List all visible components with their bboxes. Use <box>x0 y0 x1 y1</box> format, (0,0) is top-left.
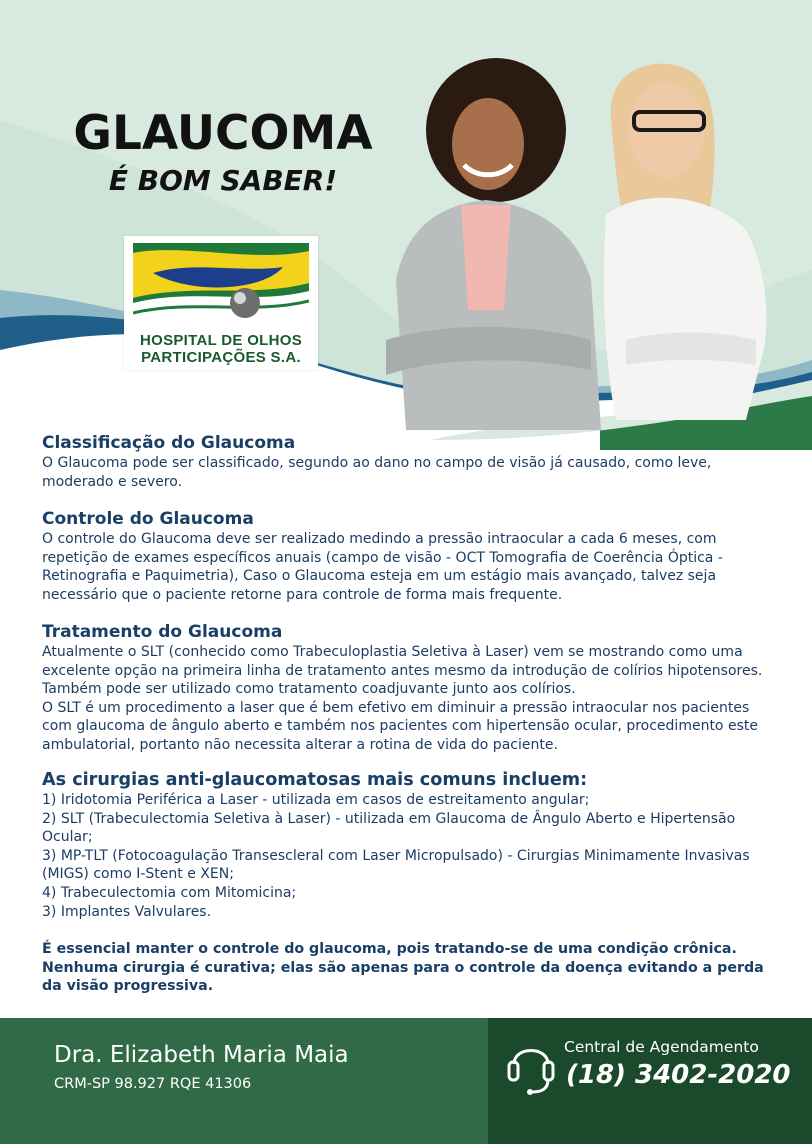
title-block <box>58 108 388 198</box>
logo-text-line1: HOSPITAL DE OLHOS <box>139 332 303 349</box>
scheduling-phone: (18) 3402-2020 <box>566 1060 791 1090</box>
hospital-logo <box>124 236 318 370</box>
section-text: Atualmente o SLT (conhecido como Trabeculoplastia Seletiva à Laser) vem se mostrando como uma excelente opção na primeira linha de tratamento antes mesmo da introdução de colírios hipotensores. Também pode ser utilizado como tratamento coadjuvante junto aos colírios. <box>42 644 763 698</box>
list-item: 3) MP-TLT (Fotocoagulação Transescleral com Laser Micropulsado) - Cirurgias Minimamente Invasivas (MIGS) como I-Stent e XEN; <box>42 847 750 883</box>
doctor-panel <box>0 1018 488 1144</box>
section-classificacao <box>42 432 782 491</box>
section-text: O SLT é um procedimento a laser que é bem efetivo em diminuir a pressão intraocular nos pacientes com glaucoma de ângulo aberto e também nos pacientes com hipertensão ocular, procedimento este ambulatorial, portanto não necessita alterar a rotina de vida do paciente. <box>42 699 758 753</box>
doctor-name: Dra. Elizabeth Maria Maia <box>54 1042 349 1068</box>
section-heading: Classificação do Glaucoma <box>42 433 296 453</box>
footer <box>0 1018 812 1144</box>
section-tratamento <box>42 621 782 755</box>
list-item: 1) Iridotomia Periférica a Laser - utilizada em casos de estreitamento angular; <box>42 792 590 808</box>
scheduling-panel <box>488 1018 812 1144</box>
two-women-illustration <box>376 40 776 440</box>
logo-text-line2: PARTICIPAÇÕES S.A. <box>141 349 301 366</box>
doctor-registration: CRM-SP 98.927 RQE 41306 <box>54 1076 252 1092</box>
section-text: O Glaucoma pode ser classificado, segundo ao dano no campo de visão já causado, como leve, moderado e severo. <box>42 455 712 490</box>
scheduling-label: Central de Agendamento <box>564 1038 759 1056</box>
closing-note: É essencial manter o controle do glaucoma, pois tratando-se de uma condição crônica. Nenhuma cirurgia é curativa; elas são apenas para o controle da doença evitando a perda da visão progressiva. <box>42 941 764 995</box>
list-item: 2) SLT (Trabeculectomia Seletiva à Laser) - utilizada em Glaucoma de Ângulo Aberto e Hipertensão Ocular; <box>42 810 736 846</box>
section-heading: Tratamento do Glaucoma <box>42 622 283 642</box>
list-item: 3) Implantes Valvulares. <box>42 903 212 920</box>
page-subtitle: É BOM SABER! <box>108 164 338 197</box>
headset-icon <box>506 1034 556 1096</box>
list-item: 4) Trabeculectomia com Mitomicina; <box>42 884 297 901</box>
logo-flag-icon <box>133 243 309 331</box>
section-cirurgias <box>42 769 782 921</box>
page-title: GLAUCOMA <box>73 106 373 161</box>
section-text: O controle do Glaucoma deve ser realizado medindo a pressão intraocular a cada 6 meses, com repetição de exames específicos anuais (campo de visão - OCT Tomografia de Coerência Óptica - Retinografia e Paquimetria), Caso o Glaucoma esteja em um estágio mais avançado, talvez seja necessário que o paciente retorne para controle de forma mais frequente. <box>42 531 723 603</box>
section-heading: Controle do Glaucoma <box>42 509 254 529</box>
section-heading: As cirurgias anti-glaucomatosas mais comuns incluem: <box>42 770 588 790</box>
section-controle <box>42 508 782 604</box>
